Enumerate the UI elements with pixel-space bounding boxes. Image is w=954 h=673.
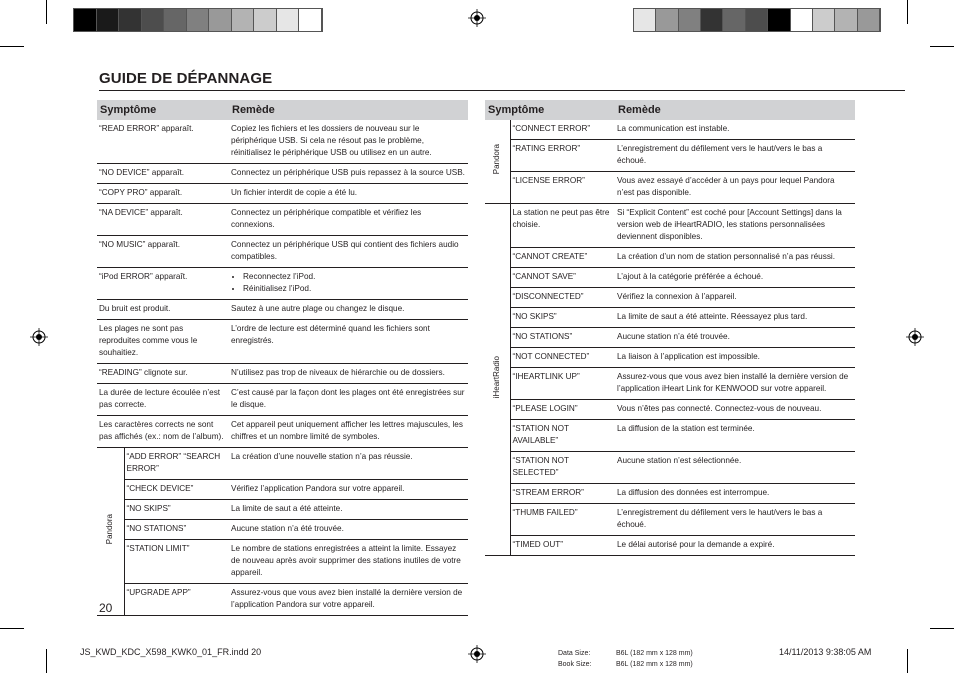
remedy-cell: Vous n’êtes pas connecté. Connectez-vous de nouveau. xyxy=(615,400,855,420)
remedy-list-item: • Réinitialisez l’iPod. xyxy=(243,283,465,295)
table-row xyxy=(485,140,855,172)
symptom-cell: Du bruit est produit. xyxy=(97,300,229,320)
symptom-cell: “NA DEVICE” apparaît. xyxy=(97,204,229,236)
table-row xyxy=(97,184,468,204)
symptom-header: Symptôme xyxy=(97,100,229,120)
troubleshooting-table-left xyxy=(97,100,468,616)
page-header xyxy=(99,70,905,87)
color-swatch xyxy=(701,9,723,31)
remedy-cell: Le délai autorisé pour la demande a expiré. xyxy=(615,536,855,556)
footer-timestamp: 14/11/2013 9:38:05 AM xyxy=(779,647,872,657)
color-swatch xyxy=(97,9,120,31)
remedy-cell: La limite de saut a été atteinte. Réessayez plus tard. xyxy=(615,308,855,328)
symptom-cell: “IHEARTLINK UP” xyxy=(510,368,615,400)
table-row xyxy=(485,504,855,536)
symptom-cell: “CANNOT SAVE” xyxy=(510,268,615,288)
table-row xyxy=(97,236,468,268)
remedy-cell xyxy=(229,268,468,300)
color-swatch xyxy=(723,9,745,31)
table-row xyxy=(97,164,468,184)
remedy-cell: Le nombre de stations enregistrées a atteint la limite. Essayez de nouveau après avoir supprimer des stations inutiles de votre appareil. xyxy=(229,540,468,584)
remedy-cell: Aucune station n’est sélectionnée. xyxy=(615,452,855,484)
color-bar-right xyxy=(633,8,881,32)
symptom-cell: “UPGRADE APP” xyxy=(124,584,229,616)
symptom-cell: Les caractères corrects ne sont pas affichés (ex.: nom de l’album). xyxy=(97,416,229,448)
color-swatch xyxy=(679,9,701,31)
symptom-cell: “ADD ERROR” “SEARCH ERROR” xyxy=(124,448,229,480)
remedy-header: Remède xyxy=(615,100,855,120)
page-number: 20 xyxy=(99,601,113,615)
symptom-cell: La station ne peut pas être choisie. xyxy=(510,204,615,248)
symptom-cell: “NO MUSIC” apparaît. xyxy=(97,236,229,268)
table-row xyxy=(485,172,855,204)
table-row xyxy=(485,452,855,484)
symptom-cell: “CHECK DEVICE” xyxy=(124,480,229,500)
remedy-cell: Vous avez essayé d’accéder à un pays pour lequel Pandora n’est pas disponible. xyxy=(615,172,855,204)
color-swatch xyxy=(835,9,857,31)
remedy-cell: La liaison à l’application est impossible. xyxy=(615,348,855,368)
table-row xyxy=(97,384,468,416)
symptom-cell: “NO STATIONS” xyxy=(510,328,615,348)
symptom-cell: “STREAM ERROR” xyxy=(510,484,615,504)
symptom-cell: “TIMED OUT” xyxy=(510,536,615,556)
symptom-cell: Les plages ne sont pas reproduites comme vous le souhaitiez. xyxy=(97,320,229,364)
group-label-text: Pandora xyxy=(105,514,115,545)
remedy-cell: Assurez-vous que vous avez bien installé la dernière version de l’application Pandora sur votre appareil. xyxy=(229,584,468,616)
color-swatch xyxy=(277,9,300,31)
crop-mark xyxy=(907,0,908,24)
table-row xyxy=(485,288,855,308)
table-row xyxy=(97,448,468,480)
color-swatch xyxy=(656,9,678,31)
remedy-list-item: • Reconnectez l’iPod. xyxy=(243,271,465,283)
table-row xyxy=(97,584,468,616)
remedy-cell: La création d’une nouvelle station n’a pas réussie. xyxy=(229,448,468,480)
remedy-cell: Si “Explicit Content” est coché pour [Account Settings] dans la version web de iHeartRADIO, les stations personnalisées deviennent disponibles. xyxy=(615,204,855,248)
table-row xyxy=(485,328,855,348)
registration-mark-icon xyxy=(30,328,48,346)
footer-book-size-value: B6L (182 mm x 128 mm) xyxy=(616,661,693,668)
symptom-cell: “THUMB FAILED” xyxy=(510,504,615,536)
color-swatch xyxy=(634,9,656,31)
remedy-cell: Cet appareil peut uniquement afficher les lettres majuscules, les chiffres et un nombre limité de symboles. xyxy=(229,416,468,448)
color-swatch xyxy=(142,9,165,31)
group-label xyxy=(485,204,510,556)
table-row xyxy=(485,368,855,400)
table-row xyxy=(97,520,468,540)
remedy-cell: Un fichier interdit de copie a été lu. xyxy=(229,184,468,204)
remedy-cell: Vérifiez l’application Pandora sur votre appareil. xyxy=(229,480,468,500)
table-row xyxy=(97,364,468,384)
remedy-cell: L’ordre de lecture est déterminé quand les fichiers sont enregistrés. xyxy=(229,320,468,364)
symptom-cell: “NO DEVICE” apparaît. xyxy=(97,164,229,184)
table-row xyxy=(97,120,468,164)
symptom-cell: “NO SKIPS” xyxy=(510,308,615,328)
remedy-cell: L’enregistrement du défilement vers le haut/vers le bas a échoué. xyxy=(615,140,855,172)
table-row xyxy=(97,300,468,320)
symptom-cell: “NO SKIPS” xyxy=(124,500,229,520)
color-swatch xyxy=(119,9,142,31)
table-row xyxy=(485,268,855,288)
crop-mark xyxy=(0,46,24,47)
group-label-text: iHeartRadio xyxy=(492,356,502,399)
table-row xyxy=(485,348,855,368)
color-swatch xyxy=(209,9,232,31)
symptom-cell: “iPod ERROR” apparaît. xyxy=(97,268,229,300)
remedy-list xyxy=(231,271,465,295)
remedy-header: Remède xyxy=(229,100,468,120)
remedy-cell: C’est causé par la façon dont les plages ont été enregistrées sur le disque. xyxy=(229,384,468,416)
symptom-cell: “PLEASE LOGIN” xyxy=(510,400,615,420)
remedy-cell: La diffusion de la station est terminée. xyxy=(615,420,855,452)
symptom-cell: “COPY PRO” apparaît. xyxy=(97,184,229,204)
remedy-cell: Sautez à une autre plage ou changez le disque. xyxy=(229,300,468,320)
symptom-cell: “LICENSE ERROR” xyxy=(510,172,615,204)
symptom-cell: “CONNECT ERROR” xyxy=(510,120,615,140)
remedy-cell: L’enregistrement du défilement vers le haut/vers le bas a échoué. xyxy=(615,504,855,536)
symptom-cell: “READING” clignote sur. xyxy=(97,364,229,384)
symptom-cell: “STATION NOT AVAILABLE” xyxy=(510,420,615,452)
table-row xyxy=(97,540,468,584)
table-row xyxy=(97,268,468,300)
table-row xyxy=(97,416,468,448)
symptom-cell: “READ ERROR” apparaît. xyxy=(97,120,229,164)
crop-mark xyxy=(0,628,24,629)
color-swatch xyxy=(768,9,790,31)
remedy-cell: Aucune station n’a été trouvée. xyxy=(229,520,468,540)
remedy-cell: Connectez un périphérique compatible et vérifiez les connexions. xyxy=(229,204,468,236)
crop-mark xyxy=(930,628,954,629)
symptom-cell: “STATION NOT SELECTED” xyxy=(510,452,615,484)
symptom-cell: “NOT CONNECTED” xyxy=(510,348,615,368)
symptom-cell: “DISCONNECTED” xyxy=(510,288,615,308)
table-row xyxy=(97,480,468,500)
remedy-cell: La création d’un nom de station personnalisé n’a pas réussi. xyxy=(615,248,855,268)
color-swatch xyxy=(232,9,255,31)
remedy-cell: La communication est instable. xyxy=(615,120,855,140)
symptom-header: Symptôme xyxy=(485,100,615,120)
troubleshooting-table-right xyxy=(485,100,855,556)
registration-mark-icon xyxy=(468,645,486,663)
footer-book-size-label: Book Size: xyxy=(558,661,592,668)
remedy-cell: N’utilisez pas trop de niveaux de hiérarchie ou de dossiers. xyxy=(229,364,468,384)
table-row xyxy=(485,248,855,268)
symptom-cell: “CANNOT CREATE” xyxy=(510,248,615,268)
table-row xyxy=(97,204,468,236)
remedy-cell: Copiez les fichiers et les dossiers de nouveau sur le périphérique USB. Si cela ne résout pas le problème, réinitialisez le périphérique USB ou utilisez en un autre. xyxy=(229,120,468,164)
symptom-cell: “NO STATIONS” xyxy=(124,520,229,540)
color-swatch xyxy=(74,9,97,31)
color-swatch xyxy=(813,9,835,31)
remedy-cell: Connectez un périphérique USB puis repassez à la source USB. xyxy=(229,164,468,184)
crop-mark xyxy=(46,0,47,24)
color-bar-left xyxy=(73,8,323,32)
remedy-cell: La diffusion des données est interrompue. xyxy=(615,484,855,504)
registration-mark-icon xyxy=(468,9,486,27)
group-label xyxy=(97,448,124,616)
group-label xyxy=(485,120,510,204)
table-header xyxy=(97,100,468,120)
group-label-text: Pandora xyxy=(492,144,502,175)
title-rule xyxy=(99,90,905,91)
table-row xyxy=(485,536,855,556)
color-swatch xyxy=(858,9,880,31)
table-row xyxy=(97,320,468,364)
color-swatch xyxy=(791,9,813,31)
crop-mark xyxy=(930,46,954,47)
remedy-cell: Vérifiez la connexion à l’appareil. xyxy=(615,288,855,308)
table-row xyxy=(485,400,855,420)
color-swatch xyxy=(164,9,187,31)
symptom-cell: “STATION LIMIT” xyxy=(124,540,229,584)
table-row xyxy=(485,420,855,452)
remedy-cell: L’ajout à la catégorie préférée a échoué. xyxy=(615,268,855,288)
crop-mark xyxy=(907,649,908,673)
table-header xyxy=(485,100,855,120)
symptom-cell: “RATING ERROR” xyxy=(510,140,615,172)
color-swatch xyxy=(746,9,768,31)
remedy-cell: La limite de saut a été atteinte. xyxy=(229,500,468,520)
footer-filename: JS_KWD_KDC_X598_KWK0_01_FR.indd 20 xyxy=(80,647,262,657)
page-title: GUIDE DE DÉPANNAGE xyxy=(99,70,273,87)
table-row xyxy=(485,204,855,248)
remedy-cell: Aucune station n’a été trouvée. xyxy=(615,328,855,348)
crop-mark xyxy=(46,649,47,673)
color-swatch xyxy=(187,9,210,31)
footer-data-size-label: Data Size: xyxy=(558,650,591,657)
registration-mark-icon xyxy=(906,328,924,346)
remedy-cell: Connectez un périphérique USB qui contient des fichiers audio compatibles. xyxy=(229,236,468,268)
table-row xyxy=(97,500,468,520)
table-row xyxy=(485,120,855,140)
remedy-cell: Assurez-vous que vous avez bien installé la dernière version de l’application iHeart Link for KENWOOD sur votre appareil. xyxy=(615,368,855,400)
color-swatch xyxy=(254,9,277,31)
color-swatch xyxy=(299,9,322,31)
table-row xyxy=(485,308,855,328)
table-row xyxy=(485,484,855,504)
symptom-cell: La durée de lecture écoulée n’est pas correcte. xyxy=(97,384,229,416)
footer-data-size-value: B6L (182 mm x 128 mm) xyxy=(616,650,693,657)
